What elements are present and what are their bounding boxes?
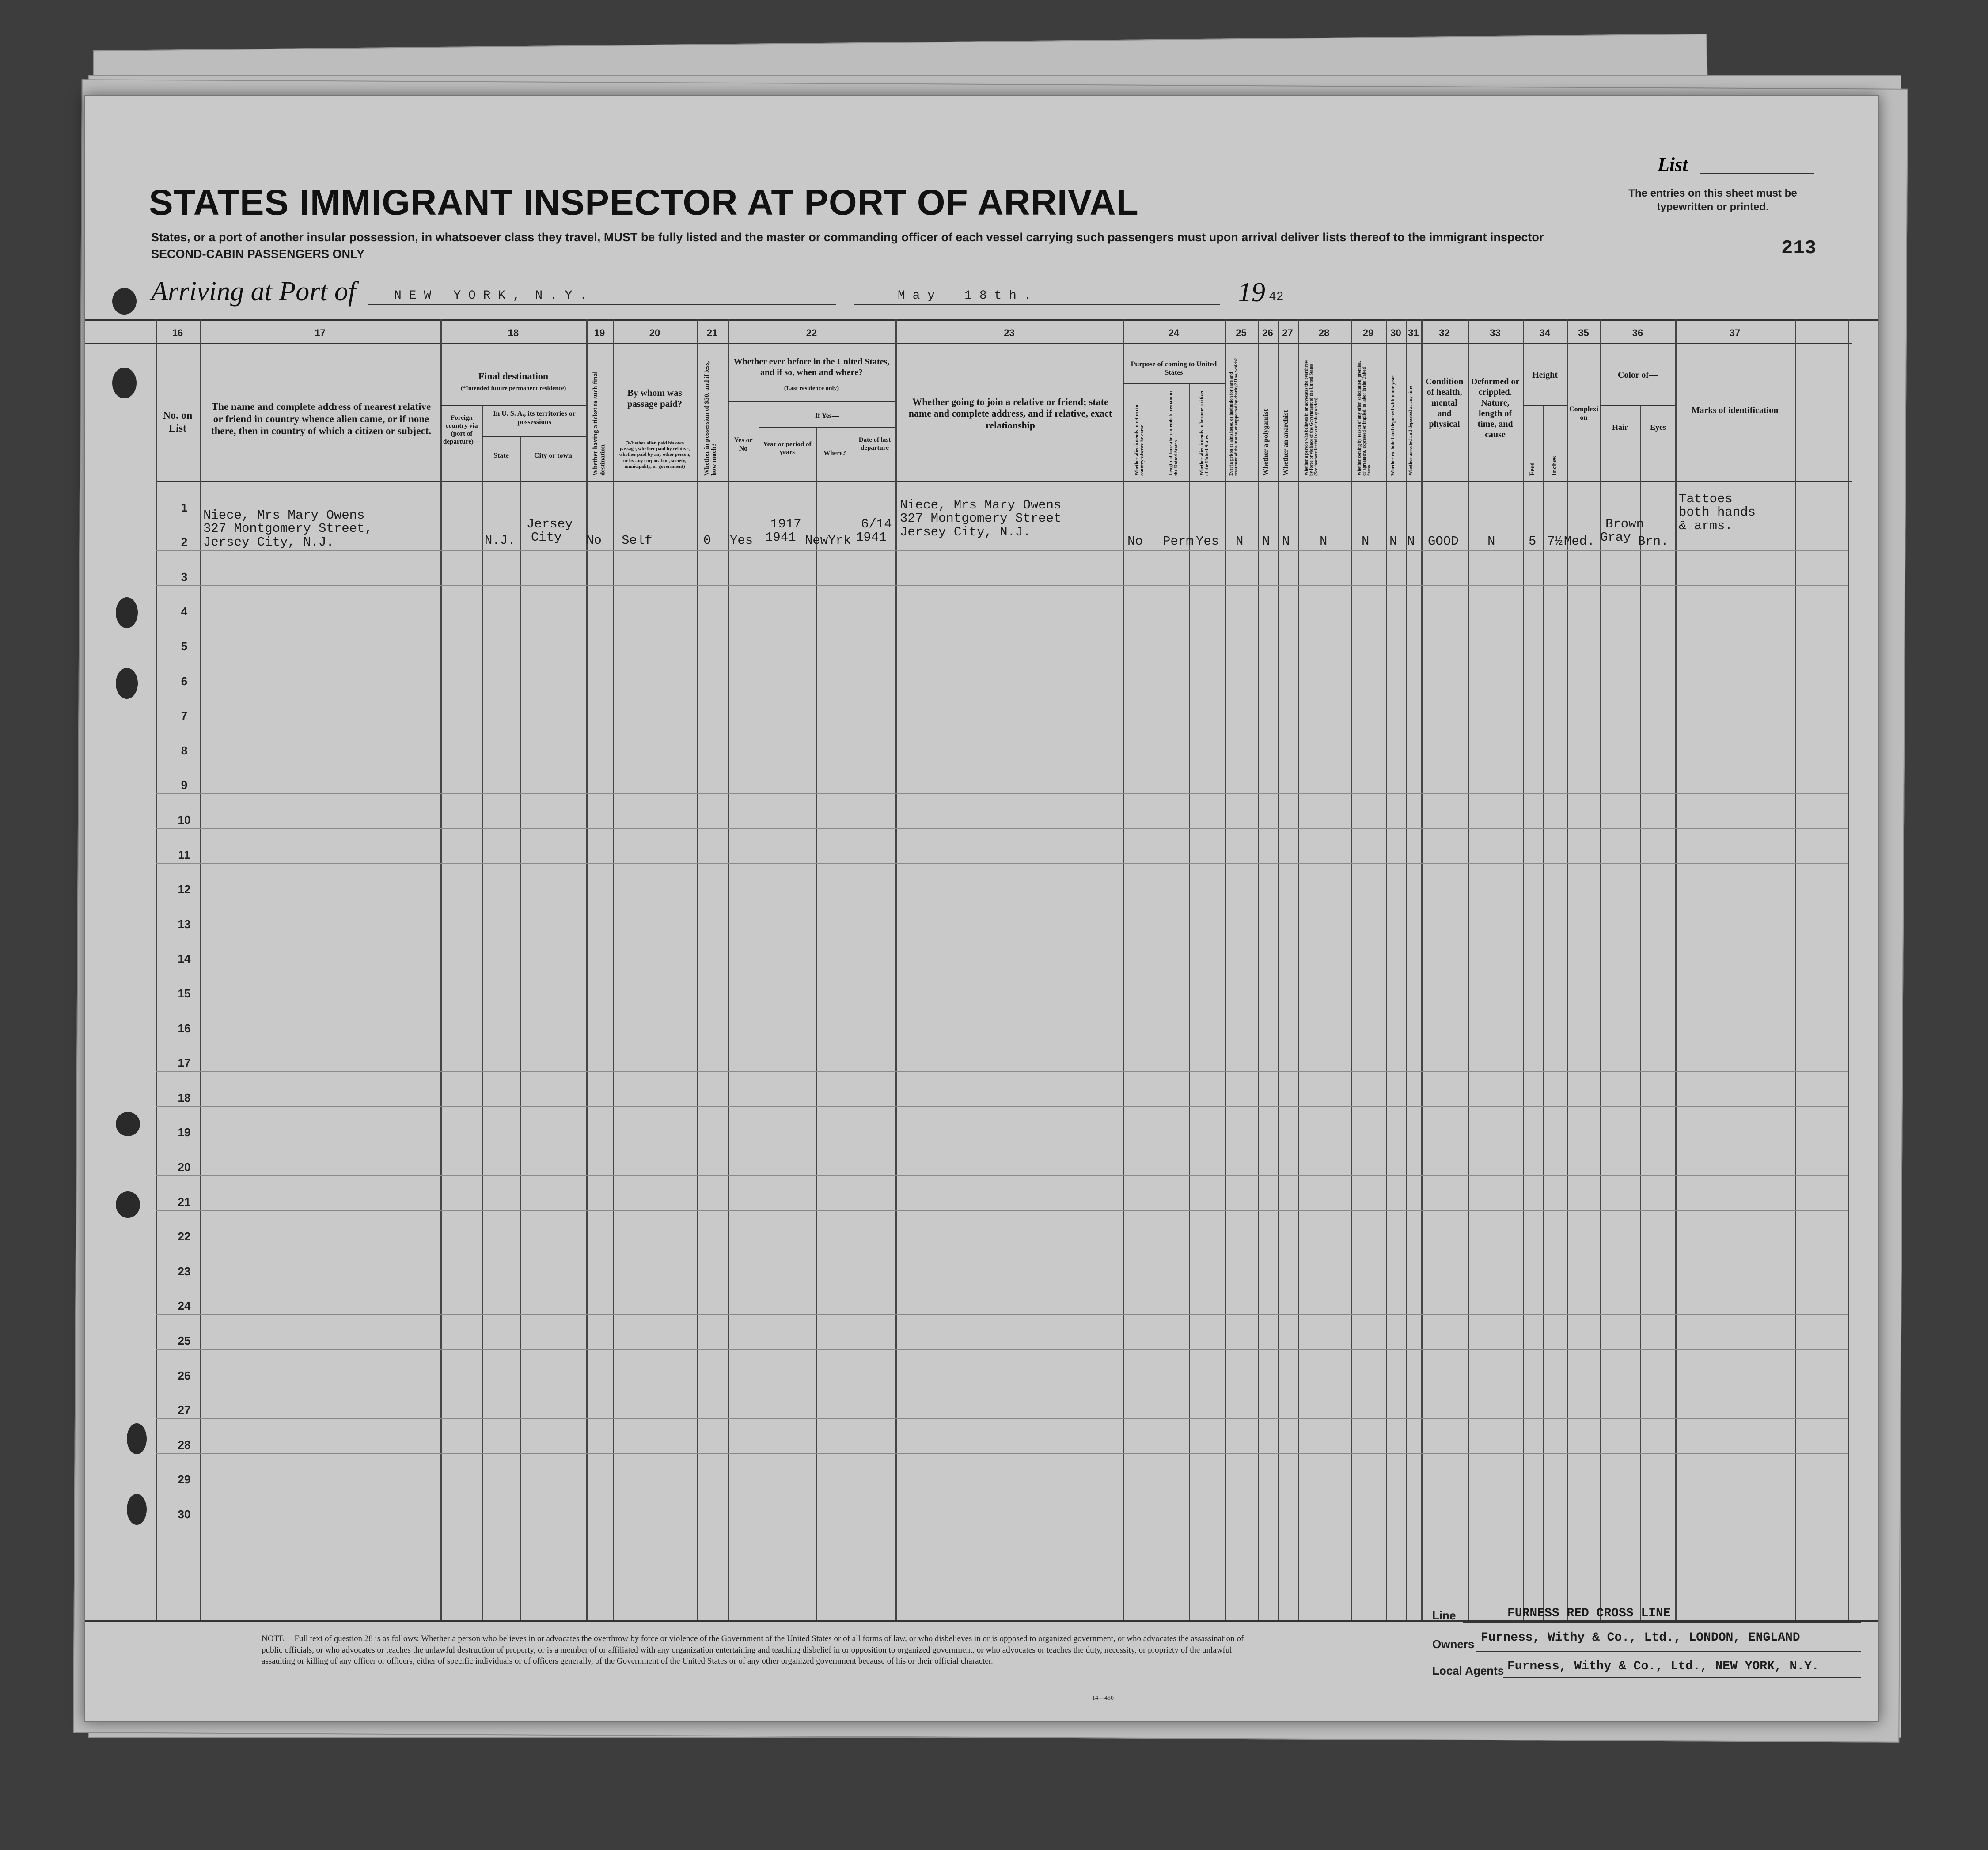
col-rule: [1468, 319, 1469, 1620]
eyes-header: Eyes: [1650, 423, 1666, 432]
row-number: 29: [178, 1473, 191, 1486]
row-rule: [156, 1071, 1848, 1072]
col-rule: [613, 319, 614, 1620]
col-rule: [1351, 319, 1352, 1620]
col-21-number: 21: [706, 327, 718, 338]
row-number: 4: [181, 605, 188, 618]
col-rule: [1406, 319, 1407, 1620]
citizen-value: Yes: [1196, 534, 1219, 549]
state-value: N.J.: [485, 533, 516, 548]
in-usa-header: In U. S. A., its territories or possessions: [493, 410, 576, 426]
col-rule: [1386, 319, 1387, 1620]
row-number: 26: [178, 1369, 191, 1382]
row-number: 21: [178, 1195, 191, 1209]
row-number: 6: [181, 675, 188, 688]
hair-header: Hair: [1612, 423, 1628, 432]
joining-line-2: 327 Montgomery Street: [900, 511, 1062, 526]
marks-line-3: & arms.: [1679, 518, 1733, 533]
col-rule: [1123, 319, 1124, 1620]
row-number: 25: [178, 1334, 191, 1347]
col-rule: [1567, 319, 1568, 1620]
header-bottom-rule: [156, 481, 1852, 482]
joining-value: [900, 499, 1061, 539]
purpose-header: Purpose of coming to United States: [1131, 360, 1217, 377]
row-number: 16: [178, 1022, 191, 1035]
port-underline: [368, 304, 836, 305]
complexion-value: Med.: [1564, 534, 1595, 549]
height-header: Height: [1532, 370, 1558, 380]
col-rule: [586, 319, 588, 1620]
q30-header: Whether excluded and deported within one year: [1390, 375, 1396, 476]
purpose-c-header: Whether alien intends to become a citizen of the United States: [1199, 389, 1210, 476]
row-number: 15: [178, 987, 191, 1000]
q29-header: Whether coming by reason of any offer, solicitation, promise, or agreement, expressed or implied, to labor in the United States: [1357, 361, 1372, 476]
feet-value: 5: [1529, 534, 1537, 549]
ever-before-value: Yes: [730, 533, 753, 548]
eyes-value: Brn.: [1638, 534, 1669, 549]
year-prefix: 19: [1238, 277, 1265, 307]
row-rule: [156, 1314, 1848, 1315]
punch-hole: [116, 668, 138, 699]
yes-no-header: Yes or No: [734, 436, 753, 453]
date-underline: [854, 304, 1220, 305]
col-23-number: 23: [1004, 327, 1015, 338]
subheader-rule: [1600, 405, 1675, 406]
arriving-label: Arriving at Port of: [151, 277, 356, 307]
complexion-header: Complexion: [1569, 406, 1598, 422]
q28-header: Whether a person who believes in or advocates the overthrow by force or violence of the Government of the United States (See footnote for full text of this question): [1304, 360, 1319, 476]
sheet-number: 213: [1781, 237, 1817, 259]
col-rule: [1523, 319, 1524, 1620]
if-yes-header: If Yes—: [815, 412, 839, 420]
where-value: NewYrk: [805, 533, 851, 548]
typewritten-instruction: The entries on this sheet must be typewritten or printed.: [1628, 187, 1797, 213]
col-rule: [1225, 319, 1226, 1620]
owners-value: Furness, Withy & Co., Ltd., LONDON, ENGLAND: [1481, 1631, 1800, 1645]
col-36-number: 36: [1632, 327, 1643, 338]
row-number: 13: [178, 917, 191, 931]
inches-header: Inches: [1551, 456, 1558, 476]
line-underline: [1463, 1622, 1861, 1623]
row-number: 3: [181, 570, 188, 584]
col-rule: [1600, 319, 1601, 1620]
deformed-value: N: [1487, 534, 1495, 549]
color-of-header: Color of—: [1617, 370, 1658, 380]
page-subtitle: States, or a port of another insular possession, in whatsoever class they travel, MUST be fully listed and the master or commanding officer of each vessel carrying such passengers must upon arrival deliver lists thereof to the immigrant inspector: [151, 231, 1544, 244]
q31-value: N: [1407, 534, 1415, 549]
subheader-rule: [1123, 383, 1225, 384]
health-value: GOOD: [1428, 534, 1459, 549]
col-29-number: 29: [1362, 327, 1374, 338]
col-rule: [816, 427, 817, 1620]
health-header: Condition of health, mental and physical: [1425, 377, 1464, 429]
row-number: 5: [181, 640, 188, 653]
punch-hole: [116, 1112, 140, 1136]
joining-line-3: Jersey City, N.J.: [900, 524, 1031, 539]
ever-before-header: Whether ever before in the United States, and if so, when and where?: [733, 357, 890, 377]
inches-value: 7½: [1547, 534, 1563, 549]
col-35-number: 35: [1578, 327, 1589, 338]
col-37-number: 37: [1729, 327, 1741, 338]
year-suffix: 42: [1269, 290, 1284, 304]
ticket-header: Whether having a ticket to such final destination: [592, 371, 607, 476]
q29-value: N: [1362, 534, 1370, 549]
row-rule: [156, 863, 1848, 864]
foreign-country-header: Foreign country via (port of departure)—: [443, 414, 480, 445]
q30-value: N: [1389, 534, 1397, 549]
deformed-header: Deformed or crippled. Nature, length of time, and cause: [1471, 377, 1520, 440]
row-number: 2: [181, 535, 188, 549]
col-22-number: 22: [806, 327, 817, 338]
row-number: 23: [178, 1265, 191, 1278]
anarchist-header: Whether an anarchist: [1282, 410, 1290, 476]
punch-hole: [112, 368, 137, 398]
ticket-value: No: [586, 533, 602, 548]
anarchist-value: N: [1282, 534, 1290, 549]
col-rule: [1189, 383, 1190, 1620]
state-header: State: [493, 452, 509, 459]
col-rule: [156, 319, 157, 1620]
no-on-list-header: No. on List: [163, 410, 193, 434]
col-18-number: 18: [508, 327, 519, 338]
col-32-number: 32: [1439, 327, 1450, 338]
col-30-number: 30: [1390, 327, 1401, 338]
row-number: 28: [178, 1438, 191, 1452]
col-rule: [1848, 319, 1849, 1620]
polygamist-value: N: [1262, 534, 1270, 549]
list-blank: [1700, 173, 1814, 174]
city-line-1: Jersey: [527, 517, 573, 531]
col-17-number: 17: [315, 327, 326, 338]
row-number: 12: [178, 883, 191, 896]
row-rule: [156, 1453, 1848, 1454]
where-header: Where?: [823, 450, 846, 457]
years-value: [765, 518, 801, 545]
col-16-number: 16: [172, 327, 183, 338]
final-destination-header: Final destination: [478, 371, 549, 382]
passage-value: Self: [622, 533, 653, 548]
col-rule: [1543, 405, 1544, 1620]
prison-header: Ever in prison or almshouse, or institution for care and treatment of the insane, or supported by charity? If so, which?: [1229, 358, 1239, 476]
city-value: [527, 518, 573, 545]
departure-line-2: 1941: [856, 530, 887, 545]
subheader-rule: [759, 427, 895, 428]
col-rule: [1421, 319, 1423, 1620]
cabin-class: SECOND-CABIN PASSENGERS ONLY: [151, 247, 365, 261]
city-line-2: City: [531, 530, 562, 545]
owners-underline: [1476, 1651, 1861, 1652]
marks-line-2: both hands: [1679, 505, 1756, 520]
row-rule: [156, 828, 1848, 829]
ever-before-note: (Last residence only): [784, 385, 839, 392]
agents-value: Furness, Withy & Co., Ltd., NEW YORK, N.Y.: [1507, 1660, 1819, 1673]
row-number: 30: [178, 1508, 191, 1521]
row-rule: [156, 1175, 1848, 1176]
row-number: 10: [178, 813, 191, 826]
col-20-number: 20: [649, 327, 660, 338]
row-number: 22: [178, 1230, 191, 1243]
punch-hole: [116, 1191, 140, 1218]
marks-line-1: Tattoes: [1679, 492, 1733, 506]
departure-value: [856, 518, 892, 545]
row-number: 11: [178, 848, 190, 861]
row-number: 19: [178, 1126, 191, 1139]
prison-value: N: [1236, 534, 1244, 549]
row-rule: [156, 1106, 1848, 1107]
col-rule: [728, 319, 729, 1620]
purpose-a-header: Whether alien intends to return to country whence he came: [1134, 405, 1145, 476]
subheader-rule: [440, 405, 586, 406]
col-rule: [697, 319, 698, 1620]
col-rule: [520, 436, 521, 1620]
question-28-footnote: NOTE.—Full text of question 28 is as follows: Whether a person who believes in or advocates the overthrow by force or violence of the Government of the United States or of all forms of law, or who disbelieves in or is opposed to organized government, or who advocates the assassination of public officials, or who advocates or teaches the unlawful destruction of property, or is a member of or affiliated with any organization entertaining and teaching disbelief in or opposition to organized government, or who advocates or teaches the duty, necessity, or propriety of the unlawful assaulting or killing of any officer or officers, either of specific individuals or of officers generally, of the Government of the United States or of any other organized government because of his or their official character.: [262, 1634, 1244, 1666]
row-number: 7: [181, 709, 188, 722]
subheader-rule: [728, 401, 895, 402]
col-rule: [1298, 319, 1299, 1620]
subheader-rule: [1523, 405, 1567, 406]
passage-paid-note: (Whether alien paid his own passage, whether paid by relative, whether paid by any other person, or by any corporation, society, municipality, or government): [619, 440, 690, 469]
col-34-number: 34: [1539, 327, 1551, 338]
col-26-number: 26: [1262, 327, 1273, 338]
joining-line-1: Niece, Mrs Mary Owens: [900, 498, 1062, 512]
line-label: Line: [1432, 1609, 1456, 1622]
col-28-number: 28: [1318, 327, 1330, 338]
punch-hole: [127, 1494, 147, 1525]
city-header: City or town: [534, 452, 572, 459]
row-number: 8: [181, 744, 188, 757]
possession-header: Whether in possession of $50, and if less, how much?: [703, 361, 718, 476]
row-rule: [156, 585, 1848, 586]
purpose-b-header: Length of time alien intends to remain in the United States: [1168, 391, 1179, 476]
row-rule: [156, 1418, 1848, 1419]
year-period-header: Year or period of years: [763, 441, 812, 456]
col-rule: [1675, 319, 1677, 1620]
agents-underline: [1503, 1677, 1861, 1678]
row-number: 24: [178, 1299, 191, 1312]
row-number: 14: [178, 952, 191, 965]
col-19-number: 19: [594, 327, 605, 338]
row-number: 17: [178, 1056, 191, 1069]
col-rule: [1258, 319, 1259, 1620]
marks-header: Marks of identification: [1691, 406, 1779, 415]
col-rule: [1278, 319, 1279, 1620]
page-title: STATES IMMIGRANT INSPECTOR AT PORT OF ARRIVAL: [149, 182, 1139, 223]
final-destination-note: (*Intended future permanent residence): [460, 385, 566, 392]
column-number-rule: [85, 343, 1852, 344]
port-value: N E W Y O R K , N . Y .: [394, 289, 587, 303]
feet-header: Feet: [1529, 462, 1536, 476]
col-24-number: 24: [1168, 327, 1180, 338]
form-number: 14—480: [1092, 1695, 1114, 1702]
manifest-sheet: [84, 95, 1879, 1722]
row-number: 9: [181, 778, 188, 792]
years-line-1: 1917: [770, 517, 801, 531]
col-rule: [482, 405, 483, 1620]
owners-label: Owners: [1432, 1638, 1475, 1651]
length-value: Perm: [1163, 534, 1194, 549]
polygamist-header: Whether a polygamist: [1262, 409, 1270, 476]
relative-line-1: Niece, Mrs Mary Owens: [203, 508, 365, 523]
row-rule: [156, 1210, 1848, 1211]
q28-value: N: [1320, 534, 1328, 549]
joining-header: Whether going to join a relative or friend; state name and complete address, and if relative, exact relationship: [908, 396, 1112, 431]
col-rule: [1640, 405, 1641, 1620]
date-departure-header: Date of last departure: [858, 436, 891, 451]
table-top-rule: [85, 319, 1878, 321]
date-value: M a y 1 8 t h .: [898, 289, 1032, 303]
col-25-number: 25: [1236, 327, 1247, 338]
departure-line-1: 6/14: [861, 517, 892, 531]
punch-hole: [127, 1423, 147, 1454]
passage-paid-header: By whom was passage paid?: [627, 387, 683, 409]
list-label: List: [1658, 154, 1688, 175]
row-rule: [156, 550, 1848, 551]
subheader-rule: [482, 436, 586, 437]
col-rule: [1795, 319, 1796, 1620]
col-rule: [440, 319, 442, 1620]
col-31-number: 31: [1408, 327, 1419, 338]
q31-header: Whether arrested and deported at any time: [1408, 386, 1413, 476]
col-rule: [895, 319, 897, 1620]
row-number: 20: [178, 1160, 191, 1174]
row-number: 1: [181, 501, 188, 514]
relative-line-3: Jersey City, N.J.: [203, 535, 334, 550]
money-value: 0: [703, 533, 711, 548]
hair-line-1: Brown: [1605, 517, 1644, 531]
relative-abroad-value: [203, 509, 372, 549]
punch-hole: [112, 288, 137, 315]
row-number: 18: [178, 1091, 191, 1104]
punch-hole: [116, 597, 138, 628]
row-rule: [156, 793, 1848, 794]
hair-line-2: Gray: [1600, 530, 1631, 545]
agents-label: Local Agents: [1432, 1664, 1504, 1677]
row-number: 27: [178, 1403, 191, 1417]
line-value: FURNESS RED CROSS LINE: [1507, 1607, 1671, 1620]
row-rule: [156, 1349, 1848, 1350]
years-line-2: 1941: [765, 530, 796, 545]
relative-abroad-header: The name and complete address of nearest relative or friend in country whence alien came, or if none there, then in country of which a citizen or subject.: [211, 401, 432, 437]
marks-value: [1679, 493, 1756, 533]
col-33-number: 33: [1490, 327, 1501, 338]
col-27-number: 27: [1282, 327, 1293, 338]
return-value: No: [1127, 534, 1143, 549]
relative-line-2: 327 Montgomery Street,: [203, 521, 372, 536]
